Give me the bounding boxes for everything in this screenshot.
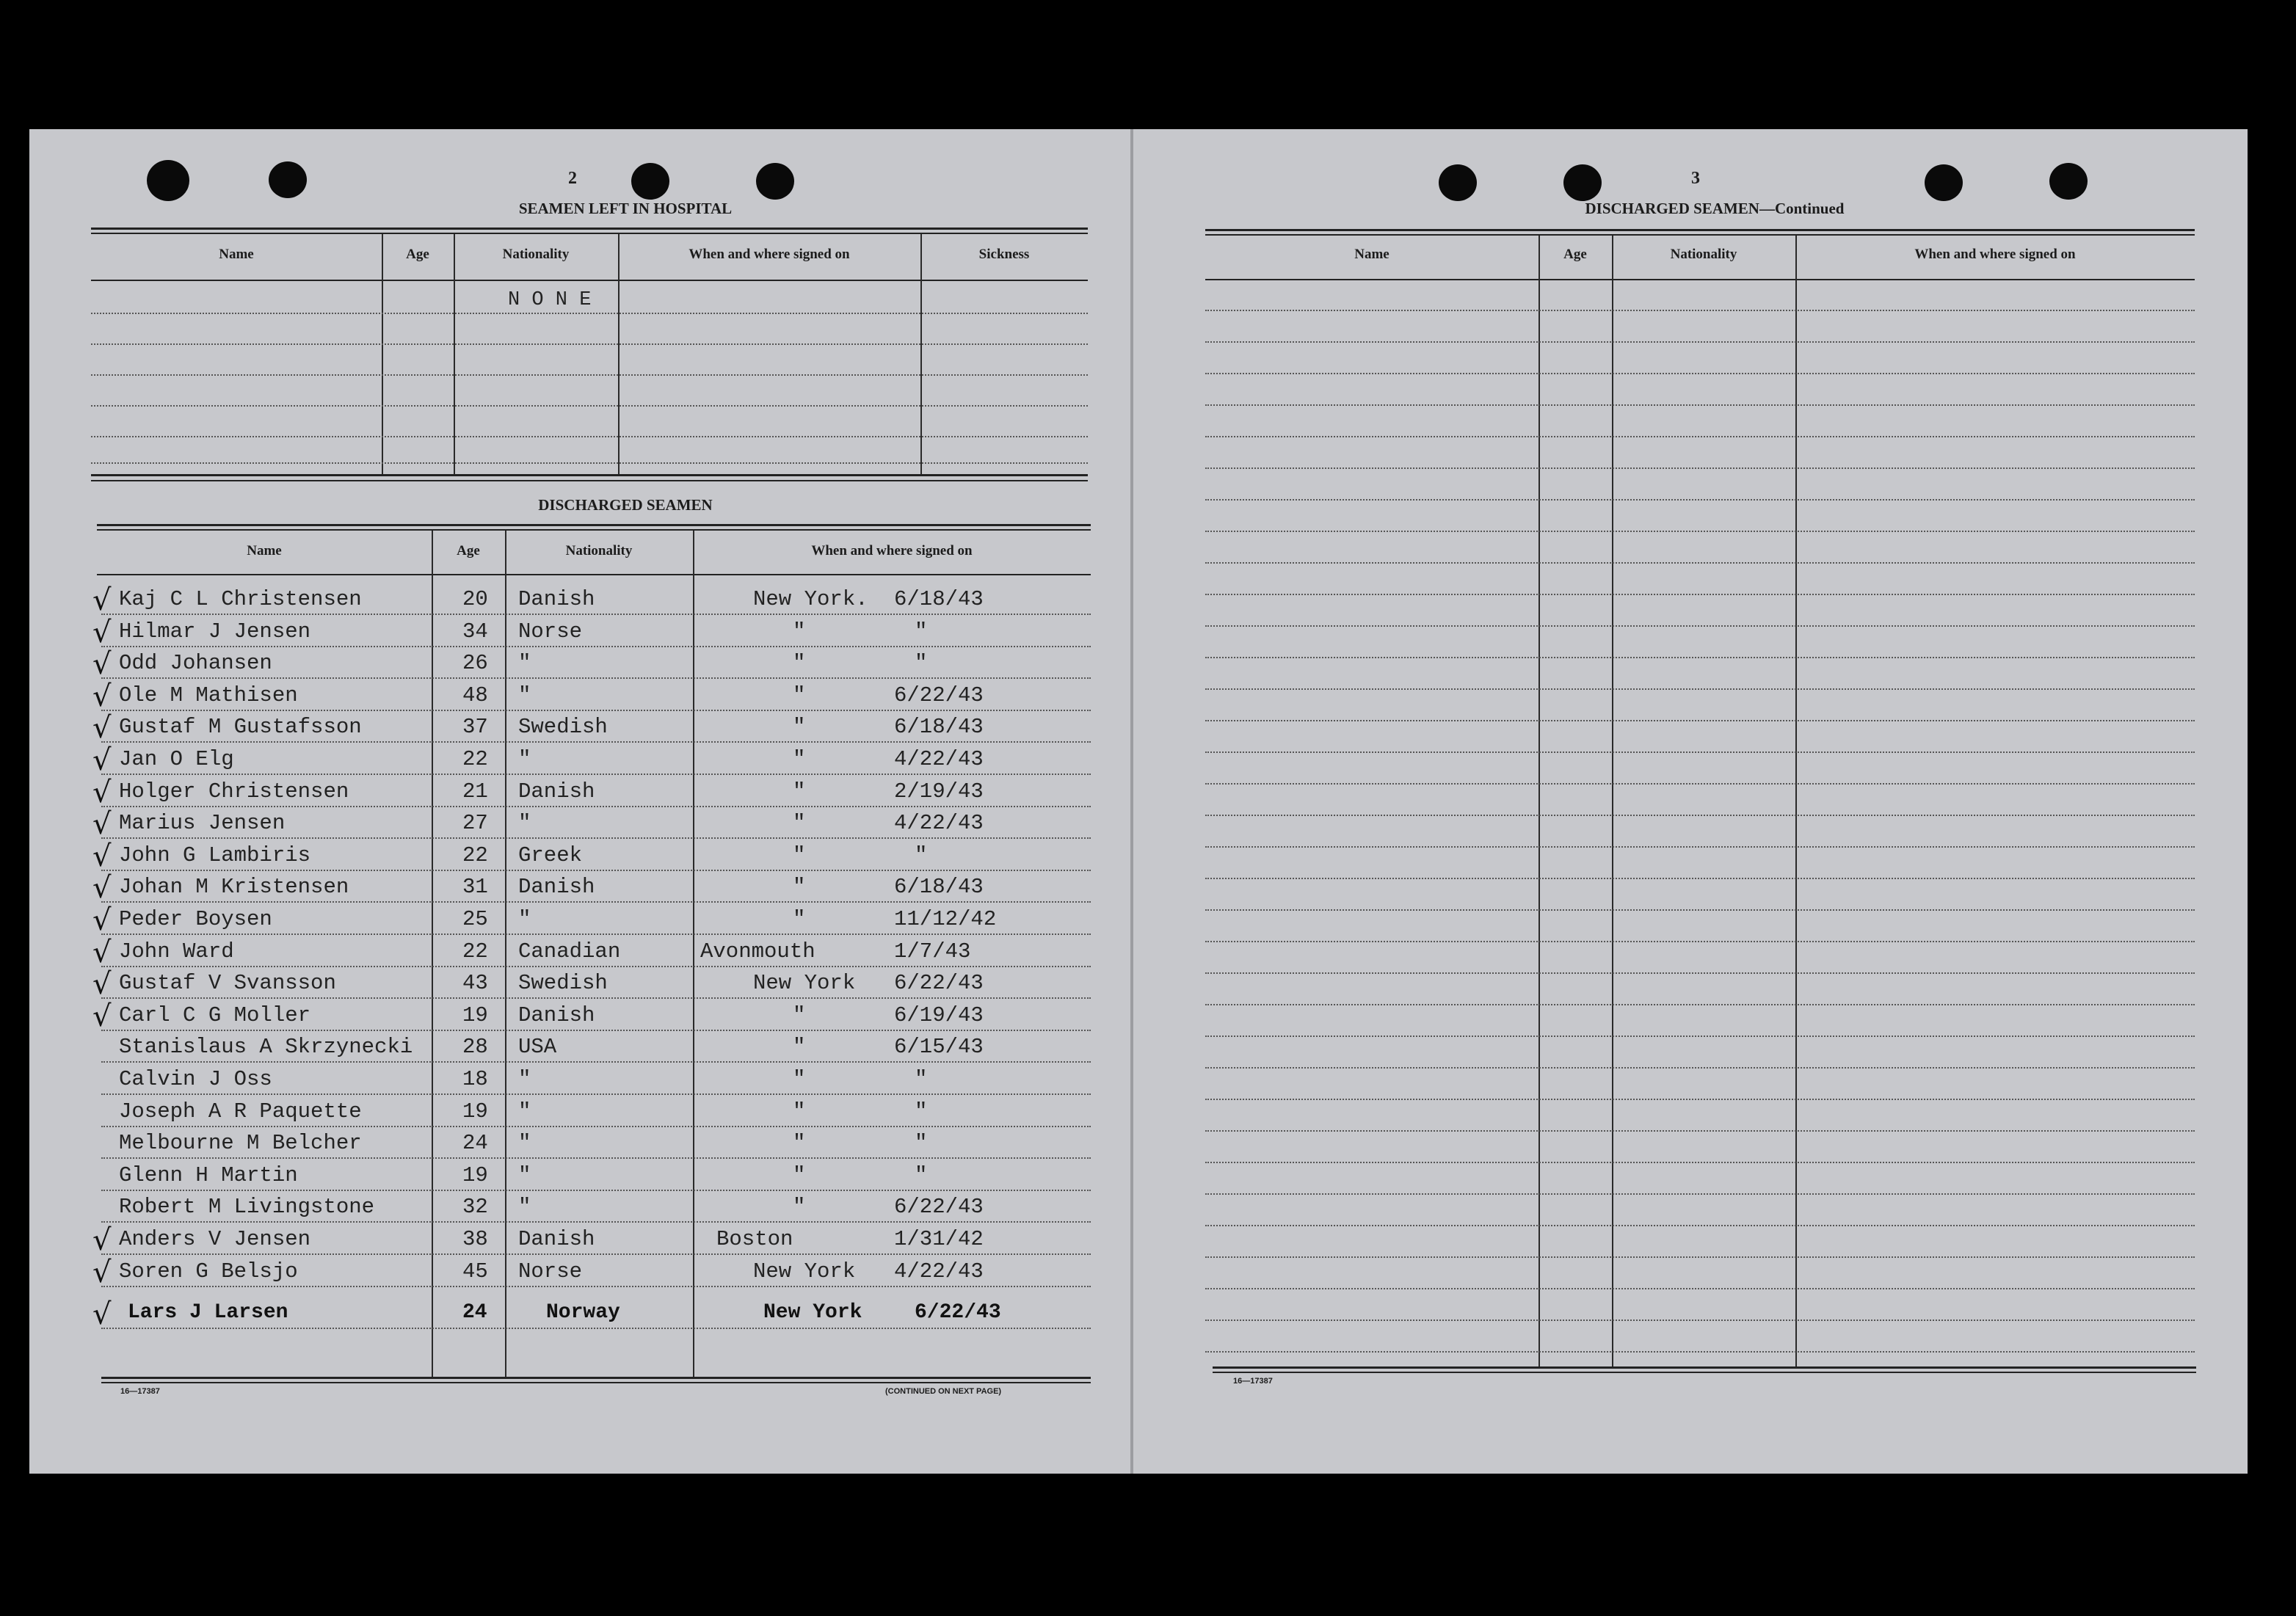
seaman-nationality: USA [518,1035,557,1059]
seaman-signed-date: 1/7/43 [894,939,971,964]
check-mark: √ [92,680,112,713]
check-mark: √ [92,967,112,1001]
seaman-name: Joseph A R Paquette [119,1099,362,1124]
seaman-name: Gustaf M Gustafsson [119,715,362,739]
punch-hole [631,163,669,200]
seaman-signed-place: " [793,1003,806,1027]
seaman-age: 18 [462,1067,488,1091]
seaman-nationality: " [518,747,531,771]
document-sheet [29,129,2248,1474]
punch-hole [1439,164,1477,201]
rule [1205,234,2195,236]
dotted-line [1205,625,2195,627]
dotted-line [91,405,1088,407]
hospital-col-signed-on: When and where signed on [689,247,850,262]
seaman-signed-date: 6/22/43 [915,1301,1001,1324]
seaman-signed-place: New York [753,1259,856,1284]
seaman-name: Melbourne M Belcher [119,1131,362,1155]
seaman-signed-place: " [793,811,806,835]
seaman-name: Anders V Jensen [119,1227,311,1251]
seaman-name: Peder Boysen [119,907,272,931]
page-fold [1130,129,1133,1474]
seaman-age: 19 [462,1003,488,1027]
dotted-line [101,997,1091,999]
seaman-nationality: Norse [518,619,583,644]
dotted-line [91,374,1088,376]
seaman-name: Odd Johansen [119,651,272,675]
column-divider [693,531,694,1377]
seaman-name: Ole M Mathisen [119,683,298,707]
seaman-age: 25 [462,907,488,931]
seaman-age: 22 [462,939,488,964]
seaman-nationality: " [518,1067,531,1091]
seaman-signed-date: 6/18/43 [894,715,984,739]
dotted-line [1205,751,2195,753]
hospital-col-nationality: Nationality [502,247,570,262]
dotted-line [1205,341,2195,343]
seaman-name: Soren G Belsjo [119,1259,298,1284]
column-divider [382,234,383,474]
check-mark: √ [92,647,112,681]
dotted-line [101,1221,1091,1223]
dotted-line [101,870,1091,871]
seaman-age: 26 [462,651,488,675]
dotted-line [101,837,1091,839]
seaman-nationality: Danish [518,779,595,804]
punch-hole [147,160,189,201]
seaman-nationality: " [518,651,531,675]
seaman-nationality: Norway [546,1301,620,1324]
seaman-name: Carl C G Moller [119,1003,311,1027]
seaman-signed-date: 4/22/43 [894,747,984,771]
discharged-col-name: Name [247,543,282,558]
dotted-line [1205,688,2195,690]
seaman-signed-date: 6/18/43 [894,587,984,611]
dotted-line [1205,1320,2195,1321]
dotted-line [1205,1099,2195,1100]
seaman-signed-date: " [915,843,928,867]
right-col-name: Name [1354,247,1389,262]
right-col-signed-on: When and where signed on [1914,247,2076,262]
seaman-signed-date: 4/22/43 [894,1259,984,1284]
dotted-line [101,933,1091,935]
seaman-signed-date: 6/18/43 [894,875,984,899]
seaman-signed-place: Avonmouth [700,939,815,964]
dotted-line [1205,1351,2195,1353]
dotted-line [1205,404,2195,406]
column-divider [432,531,433,1377]
right-section-title [1494,200,1935,218]
dotted-line [101,1286,1091,1287]
seaman-signed-date: 6/22/43 [894,683,984,707]
seaman-age: 21 [462,779,488,804]
seaman-name: Glenn H Martin [119,1163,298,1187]
dotted-line [1205,594,2195,595]
seaman-signed-place: " [793,747,806,771]
seaman-age: 24 [462,1131,488,1155]
check-mark: √ [92,1223,112,1257]
seaman-age: 32 [462,1195,488,1219]
seaman-signed-place: " [793,779,806,804]
check-mark: √ [92,776,112,809]
seaman-signed-place: Boston [716,1227,793,1251]
discharged-col-age: Age [457,543,480,558]
check-mark: √ [92,1256,112,1289]
seaman-signed-date: 6/22/43 [894,1195,984,1219]
seaman-nationality: Danish [518,875,595,899]
dotted-line [101,966,1091,967]
seaman-signed-place: " [793,683,806,707]
seaman-signed-place: " [793,651,806,675]
seaman-age: 19 [462,1163,488,1187]
punch-hole [269,161,307,198]
seaman-name: Lars J Larsen [128,1301,288,1324]
dotted-line [101,1093,1091,1095]
rule [101,1377,1091,1379]
rule [1205,279,2195,280]
seaman-nationality: Danish [518,1227,595,1251]
dotted-line [1205,436,2195,437]
seaman-signed-date: " [915,1163,928,1187]
seaman-nationality: " [518,811,531,835]
dotted-line [101,901,1091,903]
seaman-signed-date: " [915,651,928,675]
dotted-line [1205,878,2195,879]
seaman-age: 34 [462,619,488,644]
rule [91,474,1088,476]
seaman-signed-date: " [915,619,928,644]
check-mark: √ [92,711,112,745]
dotted-line [1205,467,2195,469]
seaman-nationality: Swedish [518,971,608,995]
page-number-left: 2 [568,169,577,188]
check-mark: √ [92,903,112,937]
dotted-line [1205,783,2195,785]
seaman-name: Kaj C L Christensen [119,587,362,611]
dotted-line [1205,1036,2195,1037]
dotted-line [1205,1162,2195,1163]
discharged-section-title: DISCHARGED SEAMEN [538,496,713,514]
dotted-line [1205,941,2195,942]
dotted-line [1205,1288,2195,1289]
seaman-signed-date: " [915,1131,928,1155]
check-mark: √ [92,936,112,969]
dotted-line [101,677,1091,679]
dotted-line [1205,1004,2195,1005]
seaman-nationality: " [518,1099,531,1124]
seaman-name: Robert M Livingstone [119,1195,375,1219]
seaman-name: Marius Jensen [119,811,286,835]
seaman-signed-date: 6/15/43 [894,1035,984,1059]
hospital-col-sickness: Sickness [978,247,1030,262]
punch-hole [1925,164,1963,201]
dotted-line [91,313,1088,314]
check-mark: √ [92,1297,112,1331]
form-number-right: 16—17387 [1233,1377,1273,1386]
seaman-signed-place: " [793,843,806,867]
dotted-line [1205,499,2195,501]
seaman-signed-place: " [793,1195,806,1219]
rule [1205,229,2195,231]
dotted-line [1205,310,2195,311]
dotted-line [101,614,1091,615]
seaman-signed-place: New York. [753,587,868,611]
hospital-none-note: N O N E [508,289,592,311]
check-mark: √ [92,840,112,873]
seaman-signed-place: " [793,1099,806,1124]
check-mark: √ [92,871,112,905]
seaman-signed-place: " [793,1163,806,1187]
seaman-signed-date: 6/19/43 [894,1003,984,1027]
dotted-line [1205,562,2195,564]
discharged-col-nationality: Nationality [565,543,633,558]
seaman-signed-date: " [915,1067,928,1091]
dotted-line [1205,909,2195,911]
seaman-name: Holger Christensen [119,779,349,804]
check-mark: √ [92,1000,112,1033]
dotted-line [101,774,1091,775]
seaman-name: Johan M Kristensen [119,875,349,899]
dotted-line [101,1157,1091,1159]
right-col-nationality: Nationality [1670,247,1737,262]
rule [1213,1366,2196,1369]
seaman-nationality: Greek [518,843,583,867]
dotted-line [101,710,1091,711]
dotted-line [91,343,1088,345]
seaman-signed-place: " [793,619,806,644]
dotted-line [101,741,1091,743]
page-number-right: 3 [1691,169,1700,188]
seaman-age: 27 [462,811,488,835]
rule [1213,1372,2196,1373]
dotted-line [101,1126,1091,1127]
dotted-line [1205,972,2195,974]
dotted-line [1205,846,2195,848]
punch-hole [756,163,794,200]
rule [91,280,1088,281]
seaman-nationality: Danish [518,587,595,611]
seaman-signed-place: New York [753,971,856,995]
right-title-suffix: —Continued [1759,200,1845,217]
rule [97,574,1091,575]
hospital-section-title: SEAMEN LEFT IN HOSPITAL [518,200,733,217]
seaman-signed-date: 4/22/43 [894,811,984,835]
dotted-line [1205,1067,2195,1069]
seaman-signed-date: 11/12/42 [894,907,997,931]
seaman-age: 28 [462,1035,488,1059]
dotted-line [101,1061,1091,1063]
dotted-line [101,646,1091,647]
seaman-age: 43 [462,971,488,995]
seaman-age: 38 [462,1227,488,1251]
punch-hole [1563,164,1602,201]
seaman-age: 22 [462,843,488,867]
rule [101,1382,1091,1383]
column-divider [454,234,455,474]
seaman-age: 19 [462,1099,488,1124]
seaman-nationality: " [518,907,531,931]
dotted-line [1205,531,2195,532]
seaman-nationality: Canadian [518,939,621,964]
seaman-signed-place: New York [763,1301,862,1324]
dotted-line [1205,657,2195,658]
seaman-signed-date: 6/22/43 [894,971,984,995]
dotted-line [1205,815,2195,816]
column-divider [618,234,620,474]
seaman-nationality: " [518,683,531,707]
check-mark: √ [92,743,112,777]
check-mark: √ [92,616,112,649]
column-divider [920,234,922,474]
seaman-signed-place: " [793,715,806,739]
dotted-line [91,462,1088,464]
rule [91,480,1088,481]
seaman-age: 45 [462,1259,488,1284]
seaman-signed-place: " [793,907,806,931]
dotted-line [101,1328,1091,1329]
seaman-nationality: " [518,1163,531,1187]
punch-hole [2049,163,2088,200]
dotted-line [101,806,1091,807]
seaman-signed-date: 2/19/43 [894,779,984,804]
seaman-signed-place: " [793,1131,806,1155]
seaman-signed-date: " [915,1099,928,1124]
check-mark: √ [92,807,112,841]
seaman-nationality: Norse [518,1259,583,1284]
seaman-age: 20 [462,587,488,611]
seaman-age: 22 [462,747,488,771]
hospital-col-name: Name [219,247,254,262]
seaman-name: Jan O Elg [119,747,234,771]
dotted-line [1205,1225,2195,1226]
seaman-name: John G Lambiris [119,843,311,867]
seaman-name: John Ward [119,939,234,964]
right-col-age: Age [1563,247,1587,262]
seaman-signed-place: " [793,1035,806,1059]
dotted-line [1205,373,2195,374]
seaman-age: 31 [462,875,488,899]
seaman-age: 24 [462,1301,487,1324]
dotted-line [91,436,1088,437]
rule [91,233,1088,234]
dotted-line [1205,1130,2195,1132]
seaman-age: 48 [462,683,488,707]
dotted-line [101,1190,1091,1191]
dotted-line [1205,1193,2195,1195]
right-title-main: DISCHARGED SEAMEN [1585,200,1759,217]
seaman-nationality: " [518,1195,531,1219]
seaman-nationality: " [518,1131,531,1155]
rule [97,529,1091,531]
seaman-name: Stanislaus A Skrzynecki [119,1035,413,1059]
discharged-col-signed-on: When and where signed on [811,543,973,558]
seaman-signed-date: 1/31/42 [894,1227,984,1251]
seaman-age: 37 [462,715,488,739]
continued-note: (CONTINUED ON NEXT PAGE) [885,1387,1002,1396]
seaman-name: Calvin J Oss [119,1067,272,1091]
dotted-line [1205,1256,2195,1258]
seaman-name: Hilmar J Jensen [119,619,311,644]
seaman-signed-place: " [793,1067,806,1091]
check-mark: √ [92,583,112,617]
seaman-nationality: Swedish [518,715,608,739]
seaman-name: Gustaf V Svansson [119,971,336,995]
column-divider [505,531,506,1377]
seaman-nationality: Danish [518,1003,595,1027]
rule [97,524,1091,526]
dotted-line [1205,720,2195,721]
dotted-line [101,1030,1091,1031]
seaman-signed-place: " [793,875,806,899]
form-number-left: 16—17387 [120,1387,160,1396]
dotted-line [101,1253,1091,1255]
hospital-col-age: Age [406,247,429,262]
rule [91,228,1088,230]
